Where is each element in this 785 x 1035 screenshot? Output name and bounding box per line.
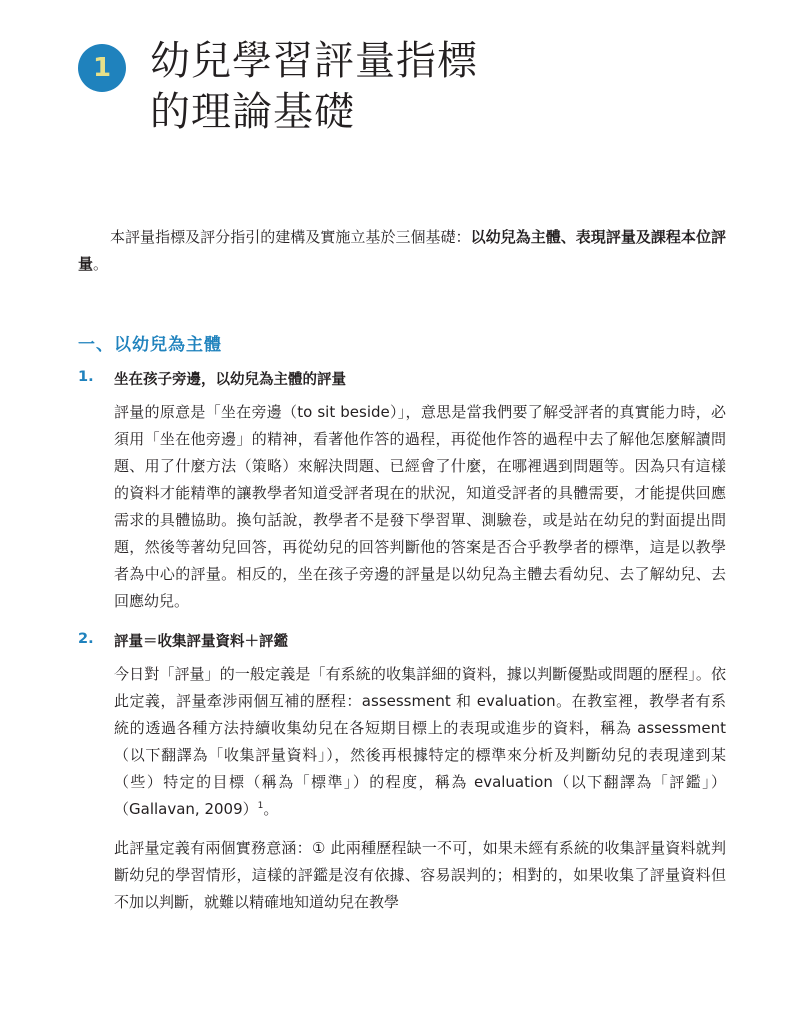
- chapter-title: [150, 36, 478, 138]
- chapter-title-line1: 幼兒學習評量指標: [150, 38, 478, 84]
- list-item: [78, 369, 726, 615]
- item-paragraph: [114, 661, 726, 823]
- intro-end: 。: [93, 255, 109, 273]
- main-content: [78, 224, 726, 916]
- section-heading: 一、以幼兒為主體: [78, 335, 222, 355]
- item-heading: 評量＝收集評量資料＋評鑑: [114, 634, 288, 650]
- footnote-mark: 1: [257, 801, 264, 811]
- chapter-number: 1: [92, 53, 112, 83]
- intro-bold-text: 以幼兒為主體、表現評量及課程本位評量: [78, 228, 726, 273]
- item-number: 1.: [78, 369, 94, 385]
- list-item: [78, 631, 726, 916]
- intro-paragraph: [78, 224, 726, 278]
- chapter-title-line2: 的理論基礎: [150, 89, 355, 135]
- paragraph-text: 今日對「評量」的一般定義是「有系統的收集詳細的資料，據以判斷優點或問題的歷程」。依此定義，評量牽涉兩個互補的歷程：assessment 和 evaluation。在教室裡，教學者有系統的透過各種方法持續收集幼兒在各短期目標上的表現或進步的資料，稱為 assessment（以下翻譯為「收集評量資料」），然後再根據特定的標準來分析及判斷幼兒的表現達到某（些）特定的目標（稱為「標準」）的程度，稱為 evaluation（以下翻譯為「評鑑」）（Gallavan, 2009）: [114, 665, 726, 818]
- chapter-header: [78, 36, 478, 138]
- item-paragraph: 評量的原意是「坐在旁邊（to sit beside）」，意思是當我們要了解受評者的真實能力時，必須用「坐在他旁邊」的精神，看著他作答的過程，再從他作答的過程中去了解他怎麼解讀問題、用了什麼方法（策略）來解決問題、已經會了什麼，在哪裡遇到問題等。因為只有這樣的資料才能精準的讓教學者知道受評者現在的狀況，知道受評者的具體需要，才能提供回應需求的具體協助。換句話說，教學者不是發下學習單、測驗卷，或是站在幼兒的對面提出問題，然後等著幼兒回答，再從幼兒的回答判斷他的答案是否合乎教學者的標準，這是以教學者為中心的評量。相反的，坐在孩子旁邊的評量是以幼兒為主體去看幼兒、去了解幼兒、去回應幼兒。: [114, 403, 726, 610]
- item-paragraph: 此評量定義有兩個實務意涵：① 此兩種歷程缺一不可，如果未經有系統的收集評量資料就判斷幼兒的學習情形，這樣的評鑑是沒有依據、容易誤判的；相對的，如果收集了評量資料但不加以判斷，就難以精確地知道幼兒在教學: [114, 839, 726, 911]
- intro-text: 本評量指標及評分指引的建構及實施立基於三個基礎：: [110, 228, 471, 246]
- item-heading: 坐在孩子旁邊，以幼兒為主體的評量: [114, 372, 346, 388]
- paragraph-end: 。: [263, 800, 279, 818]
- chapter-number-badge: [78, 44, 126, 92]
- item-number: 2.: [78, 631, 94, 647]
